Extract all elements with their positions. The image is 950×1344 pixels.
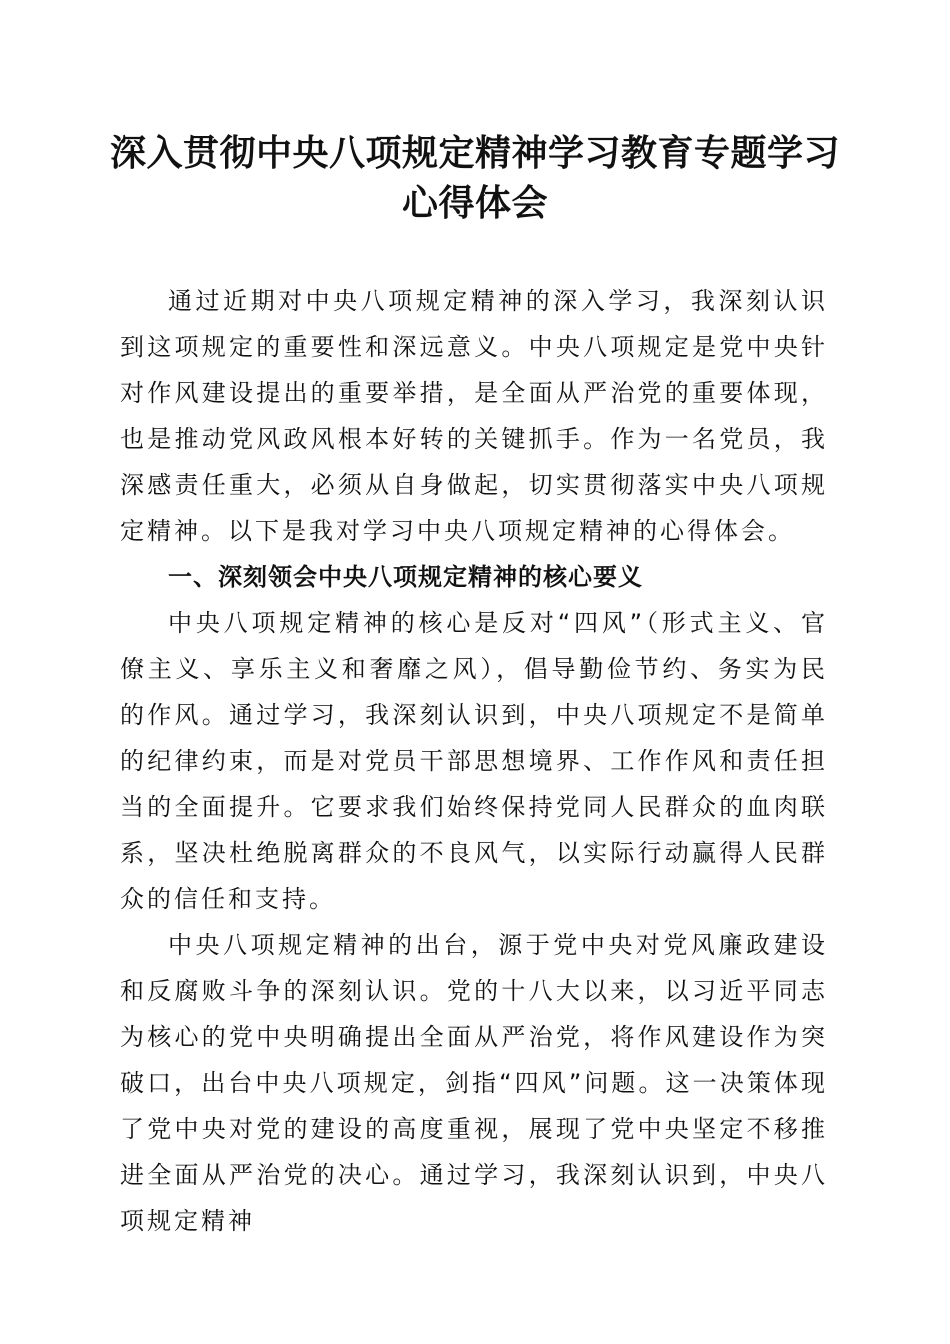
title-line-1: 深入贯彻中央八项规定精神学习教育专题学习 (109, 132, 840, 174)
document-title (100, 128, 850, 228)
section-heading-1: 一、深刻领会中央八项规定精神的核心要义 (168, 563, 643, 591)
paragraph-intro: 通过近期对中央八项规定精神的深入学习，我深刻认识到这项规定的重要性和深远意义。中央八项规定是党中央针对作风建设提出的重要举措，是全面从严治党的重要体现，也是推动党风政风根本好转的关键抓手。作为一名党员，我深感责任重大，必须从自身做起，切实贯彻落实中央八项规定精神。以下是我对学习中央八项规定精神的心得体会。 (120, 287, 828, 545)
title-line-2: 心得体会 (401, 182, 548, 224)
document-body (120, 278, 828, 1244)
paragraph-origin: 中央八项规定精神的出台，源于党中央对党风廉政建设和反腐败斗争的深刻认识。党的十八大以来，以习近平同志为核心的党中央明确提出全面从严治党，将作风建设作为突破口，出台中央八项规定，剑指“四风”问题。这一决策体现了党中央对党的建设的高度重视，展现了党中央坚定不移推进全面从严治党的决心。通过学习，我深刻认识到，中央八项规定精神 (120, 931, 828, 1235)
paragraph-core-meaning: 中央八项规定精神的核心是反对“四风”（形式主义、官僚主义、享乐主义和奢靡之风），倡导勤俭节约、务实为民的作风。通过学习，我深刻认识到，中央八项规定不是简单的纪律约束，而是对党员干部思想境界、工作作风和责任担当的全面提升。它要求我们始终保持党同人民群众的血肉联系，坚决杜绝脱离群众的不良风气，以实际行动赢得人民群众的信任和支持。 (120, 609, 828, 913)
